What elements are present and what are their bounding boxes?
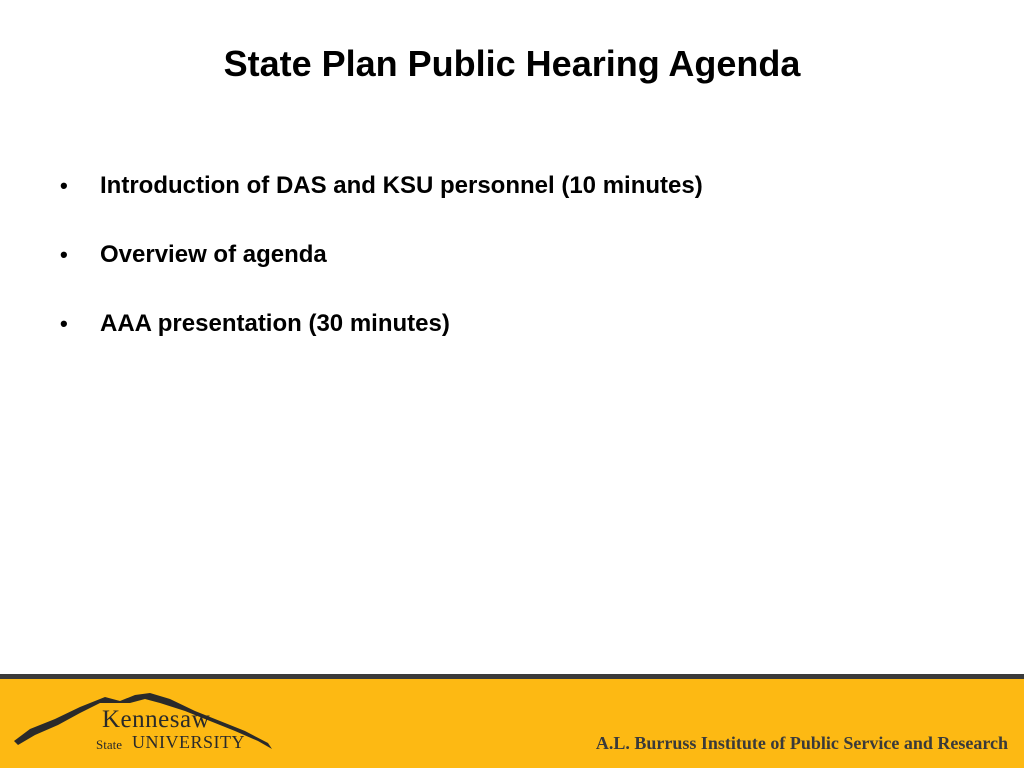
slide-title: State Plan Public Hearing Agenda [223,43,801,84]
agenda-item [60,237,703,273]
bullet-icon: • [60,242,68,267]
agenda-item [60,306,703,342]
bullet-icon: • [60,173,68,198]
agenda-item-text: Overview of agenda [100,241,327,268]
kennesaw-state-logo [10,689,280,759]
bullet-icon: • [60,311,68,336]
agenda-item [60,168,703,204]
logo-text-university: UNIVERSITY [132,732,245,752]
logo-text-kennesaw: Kennesaw [102,706,211,733]
agenda-item-text: AAA presentation (30 minutes) [100,310,450,337]
logo-text-state: State [96,737,122,752]
agenda-list [60,168,703,375]
agenda-item-text: Introduction of DAS and KSU personnel (10 minutes) [100,172,703,199]
footer-bar [0,679,1024,768]
institute-name: A.L. Burruss Institute of Public Service and Research [595,733,1008,753]
